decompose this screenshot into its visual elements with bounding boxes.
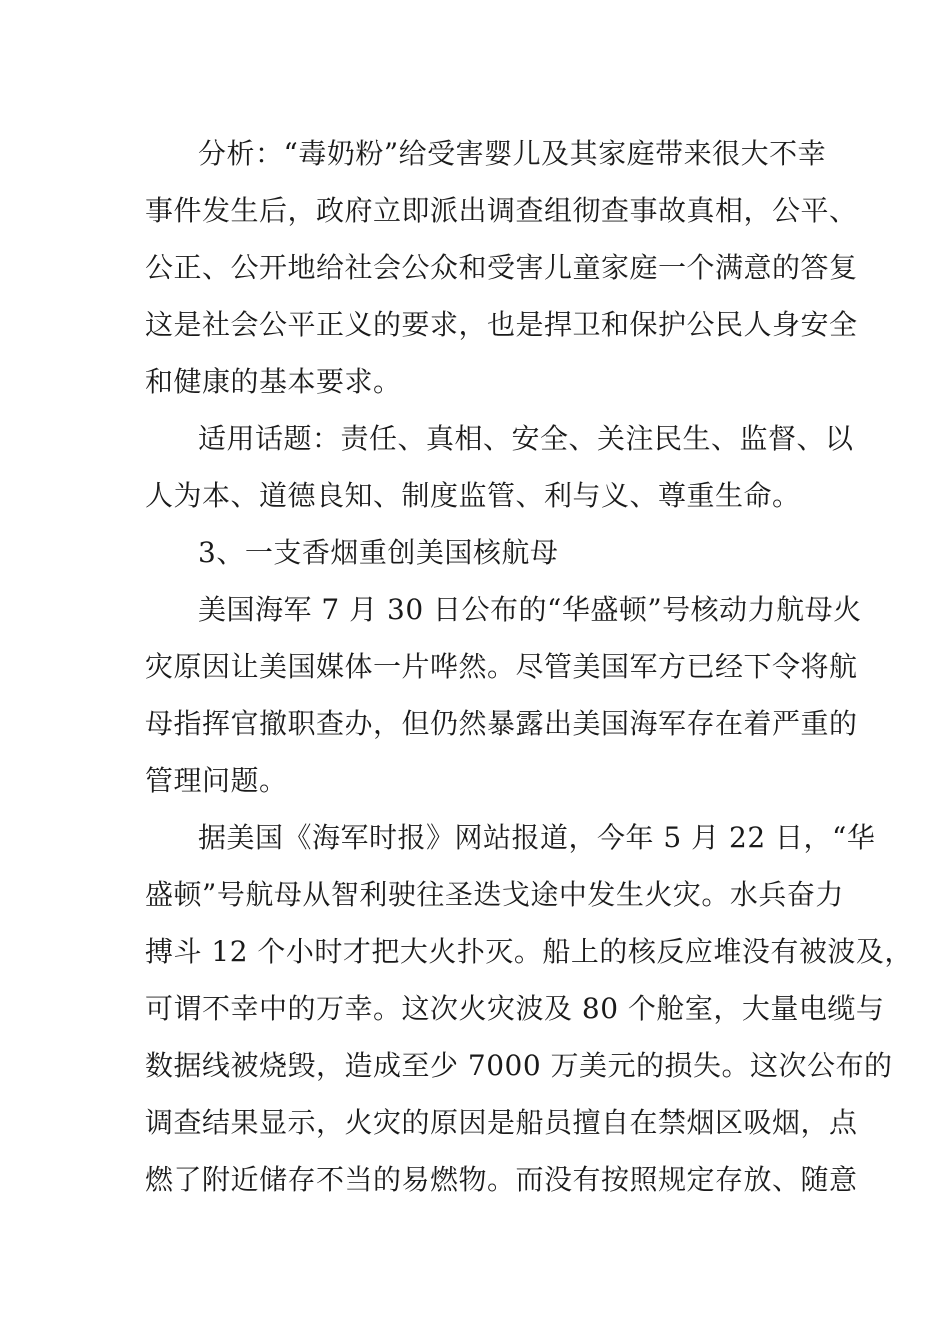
text-line: 美国海军 7 月 30 日公布的“华盛顿”号核动力航母火 — [198, 593, 862, 626]
text-line: 盛顿”号航母从智利驶往圣迭戈途中发生火灾。水兵奋力 — [145, 878, 844, 911]
text-line: 据美国《海军时报》网站报道，今年 5 月 22 日，“华 — [198, 821, 876, 854]
text-line: 管理问题。 — [145, 764, 288, 797]
section-heading: 3、一支香烟重创美国核航母 — [198, 536, 559, 569]
text-line: 燃了附近储存不当的易燃物。而没有按照规定存放、随意 — [145, 1163, 858, 1196]
text-line: 调查结果显示，火灾的原因是船员擅自在禁烟区吸烟，点 — [145, 1106, 858, 1139]
text-line: 搏斗 12 个小时才把大火扑灭。船上的核反应堆没有被波及， — [145, 935, 913, 968]
text-line: 数据线被烧毁，造成至少 7000 万美元的损失。这次公布的 — [145, 1049, 893, 1082]
text-line: 分析：“毒奶粉”给受害婴儿及其家庭带来很大不幸 — [198, 137, 827, 170]
text-line: 灾原因让美国媒体一片哗然。尽管美国军方已经下令将航 — [145, 650, 858, 683]
text-line: 可谓不幸中的万幸。这次火灾波及 80 个舱室，大量电缆与 — [145, 992, 885, 1025]
text-line: 母指挥官撤职查办，但仍然暴露出美国海军存在着严重的 — [145, 707, 858, 740]
text-line: 公正、公开地给社会公众和受害儿童家庭一个满意的答复 — [145, 251, 858, 284]
text-line: 这是社会公平正义的要求，也是捍卫和保护公民人身安全 — [145, 308, 858, 341]
text-line: 适用话题：责任、真相、安全、关注民生、监督、以 — [198, 422, 854, 455]
text-line: 事件发生后，政府立即派出调查组彻查事故真相，公平、 — [145, 194, 858, 227]
text-line: 和健康的基本要求。 — [145, 365, 402, 398]
text-line: 人为本、道德良知、制度监管、利与义、尊重生命。 — [145, 479, 801, 512]
